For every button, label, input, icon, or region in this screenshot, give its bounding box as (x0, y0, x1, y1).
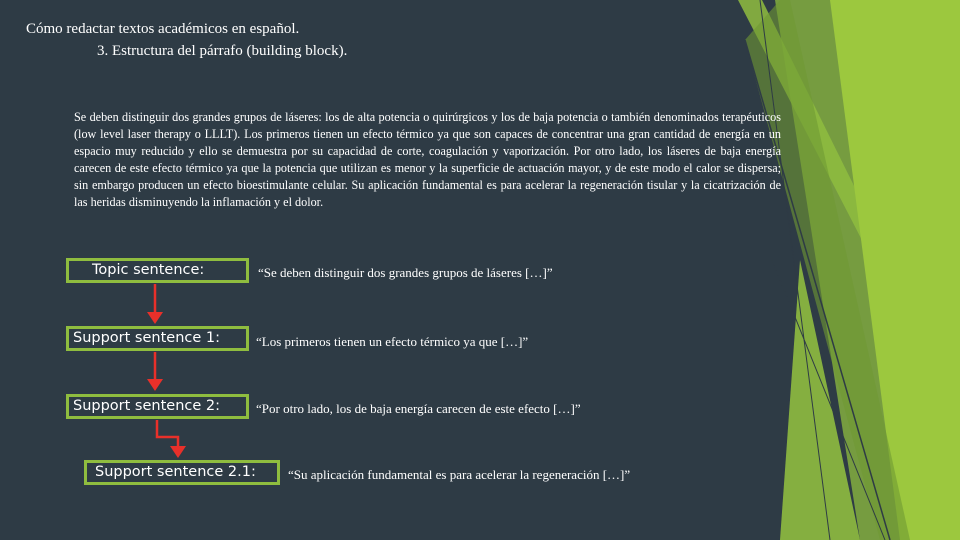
arrow-2-head (147, 379, 163, 391)
support-sentence-2-1-quote: “Su aplicación fundamental es para acelerar la regeneración […]” (288, 467, 631, 482)
support-sentence-2-1-label: Support sentence 2.1: (95, 464, 256, 480)
support-sentence-1-quote: “Los primeros tienen un efecto térmico ya que […]” (256, 334, 529, 349)
support-sentence-2-box (66, 394, 249, 419)
body-paragraph: Se deben distinguir dos grandes grupos de láseres: los de alta potencia o quirúrgicos y los de baja potencia o también denominados terapéuticos (low level laser therapy o LLLT). Los primeros tienen un efecto térmico ya que son capaces de concentrar una gran cantidad de energía en un espacio muy reducido y ello se demuestra por su capacidad de corte, coagulación y vaporización. Por otro lado, los láseres de baja energía carecen de este efecto térmico ya que la potencia que utilizan es menor y la superficie de actuación mayor, y de este modo el calor se dispersa; sin embargo producen un efecto bioestimulante celular. Su aplicación fundamental es para acelerar la regeneración tisular y la cicatrización de las heridas disminuyendo la inflamación y el dolor. (74, 110, 781, 209)
arrow-1-head (147, 312, 163, 324)
support-sentence-1-label: Support sentence 1: (73, 330, 221, 346)
arrow-3 (157, 420, 178, 447)
topic-sentence-label: Topic sentence: (92, 262, 205, 278)
arrow-3-head (170, 446, 186, 458)
support-sentence-2-1-box (84, 460, 280, 485)
support-sentence-2-quote: “Por otro lado, los de baja energía carecen de este efecto […]” (256, 401, 581, 416)
slide-title-line1: Cómo redactar textos académicos en español. (26, 21, 300, 37)
topic-sentence-box (66, 258, 249, 283)
topic-sentence-quote: “Se deben distinguir dos grandes grupos de láseres […]” (258, 265, 553, 280)
slide-title-line2: 3. Estructura del párrafo (building block). (97, 43, 348, 59)
support-sentence-1-box (66, 326, 249, 351)
support-sentence-2-label: Support sentence 2: (73, 398, 221, 414)
